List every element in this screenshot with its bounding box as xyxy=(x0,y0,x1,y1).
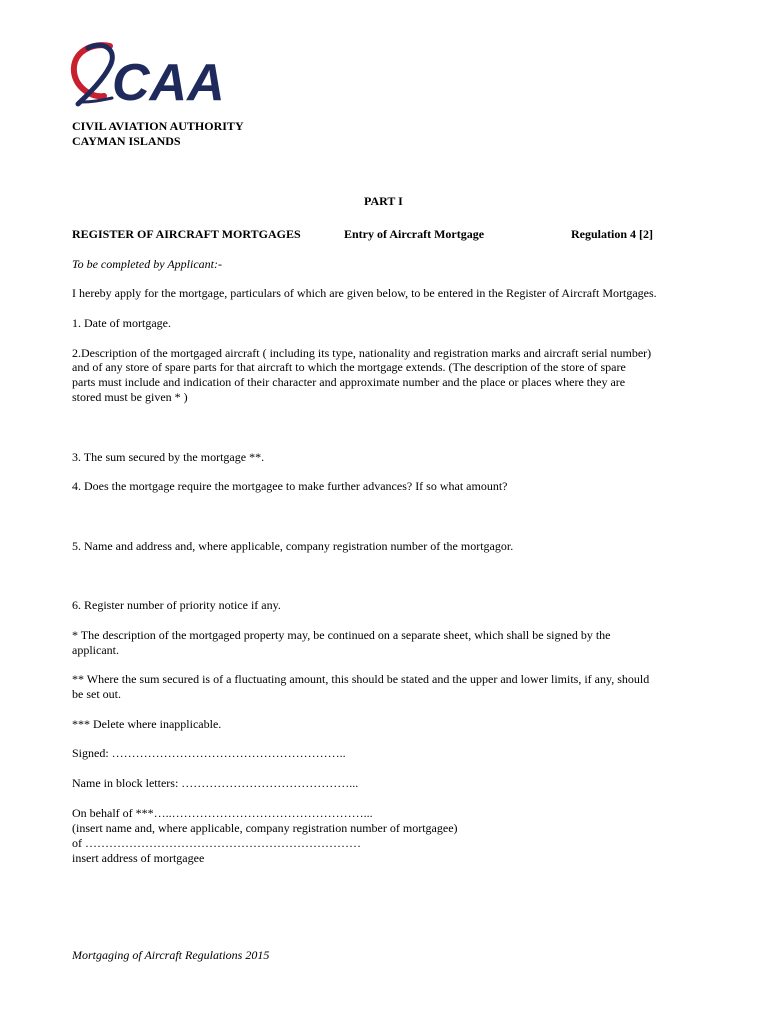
question-sum-secured: 3. The sum secured by the mortgage **. xyxy=(72,450,265,464)
footer-regulation-title: Mortgaging of Aircraft Regulations 2015 xyxy=(72,948,270,962)
address-field[interactable]: of …………………………………………………………… xyxy=(72,836,361,850)
intro-statement: I hereby apply for the mortgage, particulars of which are given below, to be entered in the Register of Aircraft Mortgages. xyxy=(72,286,657,300)
on-behalf-field[interactable]: On behalf of ***…..…………………………………………... xyxy=(72,806,373,820)
question-priority-notice: 6. Register number of priority notice if any. xyxy=(72,598,281,612)
note-description-cont: applicant. xyxy=(72,643,119,657)
authority-name: CIVIL AVIATION AUTHORITY xyxy=(72,119,244,133)
question-description-line: parts must include and indication of their character and approximate number and the place or places where they are xyxy=(72,375,626,389)
applicant-instruction: To be completed by Applicant:- xyxy=(72,257,222,271)
question-description-line: 2.Description of the mortgaged aircraft ( including its type, nationality and registration marks and aircraft serial number) xyxy=(72,346,652,360)
signed-field[interactable]: Signed: ………………………………………………….. xyxy=(72,746,346,760)
question-description-line: stored must be given * ) xyxy=(72,390,188,404)
note-delete: *** Delete where inapplicable. xyxy=(72,717,222,731)
part-heading: PART I xyxy=(364,194,403,208)
question-description-line: and of any store of spare parts for that aircraft to which the mortgage extends. (The description of the store of spare xyxy=(72,360,626,374)
note-fluctuating-cont: be set out. xyxy=(72,687,121,701)
address-hint: insert address of mortgagee xyxy=(72,851,205,865)
question-mortgagor: 5. Name and address and, where applicable, company registration number of the mortgagor. xyxy=(72,539,514,553)
regulation-reference: Regulation 4 [2] xyxy=(571,227,653,241)
question-further-advances: 4. Does the mortgage require the mortgagee to make further advances? If so what amount? xyxy=(72,479,508,493)
note-fluctuating: ** Where the sum secured is of a fluctuating amount, this should be stated and the upper and lower limits, if any, should xyxy=(72,672,650,686)
caa-logo xyxy=(70,40,242,110)
question-date: 1. Date of mortgage. xyxy=(72,316,171,330)
authority-country: CAYMAN ISLANDS xyxy=(72,134,181,148)
logo-text: CAA xyxy=(112,54,225,110)
note-description: * The description of the mortgaged property may, be continued on a separate sheet, which shall be signed by the xyxy=(72,628,611,642)
entry-title: Entry of Aircraft Mortgage xyxy=(344,227,485,241)
on-behalf-hint: (insert name and, where applicable, company registration number of mortgagee) xyxy=(72,821,458,835)
register-title: REGISTER OF AIRCRAFT MORTGAGES xyxy=(72,227,301,241)
block-letters-name-field[interactable]: Name in block letters: ……………………………………... xyxy=(72,776,359,790)
